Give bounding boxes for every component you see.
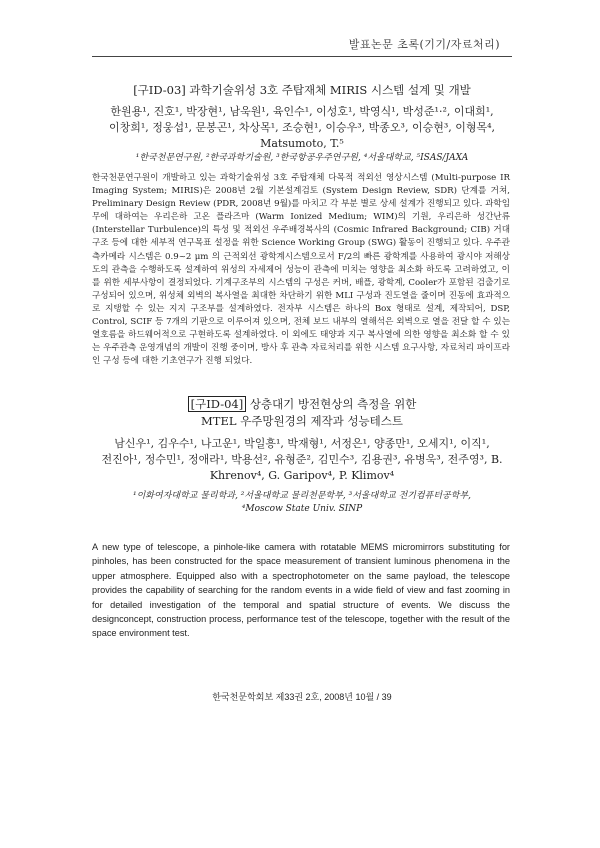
paper2-abstract: A new type of telescope, a pinhole-like camera with rotatable MEMS micromirrors substituting for pinholes, has been constructed for the space measurement of transient luminous phenomena in the upper atmosphere. Equipped also with a spectrophotometer on the same payload, the telescope provides the capability of searching for the random events in a wide field of view and fast zooming in for detailed investigation of the temporal and spatial structure of events. We discuss the designconcept, construction process, performance test of the telescope, together with the result of the space environment test. (92, 542, 510, 639)
paper1-abstract: 한국천문연구원이 개발하고 있는 과학기술위성 3호 주탑재체 다목적 적외선 영상시스템 (Multi-purpose IR Imaging System; MIRIS)은 2008년 2월 기본설계검토 (System Design Review, SDR) 단계를 거쳐, Preliminary Design Review (PDR, 2008년 9월)를 마치고 각 부분 별로 상세 설계가 진행되고 있다. 과학임무에 대하여는 우리은하 고온 플라즈마 (Warm Ionized Medium; WIM)의 기원, 우리은하 성간난류 (Interstellar Turbulence)의 특성 및 적외선 우주배경복사의 (Cosmic Infrared Background; CIB) 거대구조 등에 대한 세부적 연구목표 설정을 위한 Science Working Group (SWG) 활동이 진행되고 있다. 우주관측카메라 시스템은 0.9~2 μm 의 근적외선 광학계시스템으로서 F/2의 빠른 광학계를 사용하여 광시야 저해상도의 관측을 수행하도록 설계하여 위성의 자세제어 성능이 관측에 미치는 영향을 최소화 하도록 고려하였고, 이를 위한 세부사항이 결정되었다. 기계구조부의 시스템의 구성은 커버, 배플, 광학계, Cooler가 포함된 검출기로 구성되어 있으며, 위성체 외벽의 복사열을 최대한 차단하기 위한 MLI 구성과 진도열을 줄이며 진동에 효과적으로 지탱할 수 있는 지지 구조부를 설계하였다. 전자부 시스템은 하나의 Box 형태로 설계, 제작되어, DSP, Control, SCIF 등 7개의 기판으로 이루어져 있으며, 전체 보드 내부의 열해석은 외벽으로 열을 전달 할 수 있는 열호름을 하드웨어적으로 구현하도록 설계하였다. 이 외에도 태양과 지구 복사열에 의한 영향을 최소화 할 수 있는 우주관측 운영개념의 개발이 진행 중이며, 방사 후 관측 자료처리를 위한 시스템 요구사항, 자료처리 파이프라인 구성 등에 대한 기초연구가 진행 되었다. (92, 173, 510, 367)
running-header: 발표논문 초록(기기/자료처리) (348, 38, 500, 51)
header-rule (92, 56, 512, 57)
paper2-authors-line3: Khrenov⁴, G. Garipov⁴, P. Klimov⁴ (209, 469, 395, 482)
paper2-title-line1: 상층대기 방전현상의 측정을 위한 (249, 397, 417, 411)
paper2-title (92, 396, 512, 430)
paper2-authors-line1: 남신우¹, 김우수¹, 나고운¹, 박일흥¹, 박재형¹, 서정은¹, 양종만¹, 오세지¹, 이직¹, (114, 437, 490, 450)
paper2-affiliations-line1: ¹이화여자대학교 물리학과, ²서울대학교 물리천문학부, ³서울대학교 전기컴퓨터공학부, (132, 491, 471, 501)
page-footer: 한국천문학회보 제33권 2호, 2008년 10월 / 39 (212, 692, 392, 702)
paper2-authors-line2: 전진아¹, 정수민¹, 정애라¹, 박용선², 유형준², 김민수³, 김용권³, 유병욱³, 전주영³, B. (101, 453, 503, 466)
paper2-affiliations (92, 490, 512, 516)
paper1-affiliations: ¹한국천문연구원, ²한국과학기술원, ³한국항공우주연구원, ⁴서울대학교, ⁵ISAS/JAXA (135, 153, 469, 163)
paper1-authors-line1: 한원용¹, 진호¹, 박장현¹, 남욱원¹, 육인수¹, 이성호¹, 박영식¹, 박성준¹·², 이대희¹, (110, 105, 494, 118)
paper2-authors (92, 436, 512, 484)
paper2-code: [구ID-04] (188, 396, 247, 412)
paper1-authors (92, 104, 512, 152)
paper1-authors-line3: Matsumoto, T.⁵ (260, 137, 344, 150)
paper1-code: [구ID-03] (133, 83, 186, 97)
paper1-authors-line2: 이창희¹, 정웅섭¹, 문봉곤¹, 차상목¹, 조승현¹, 이승우³, 박종오³, 이승현³, 이형목⁴, (108, 121, 496, 134)
paper2-title-line2: MTEL 우주망원경의 제작과 성능테스트 (201, 414, 403, 428)
paper1-title (92, 82, 512, 99)
paper2-affiliations-line2: ⁴Moscow State Univ. SINP (241, 504, 363, 514)
paper1-title-text: 과학기술위성 3호 주탑재체 MIRIS 시스템 설계 및 개발 (189, 83, 471, 97)
